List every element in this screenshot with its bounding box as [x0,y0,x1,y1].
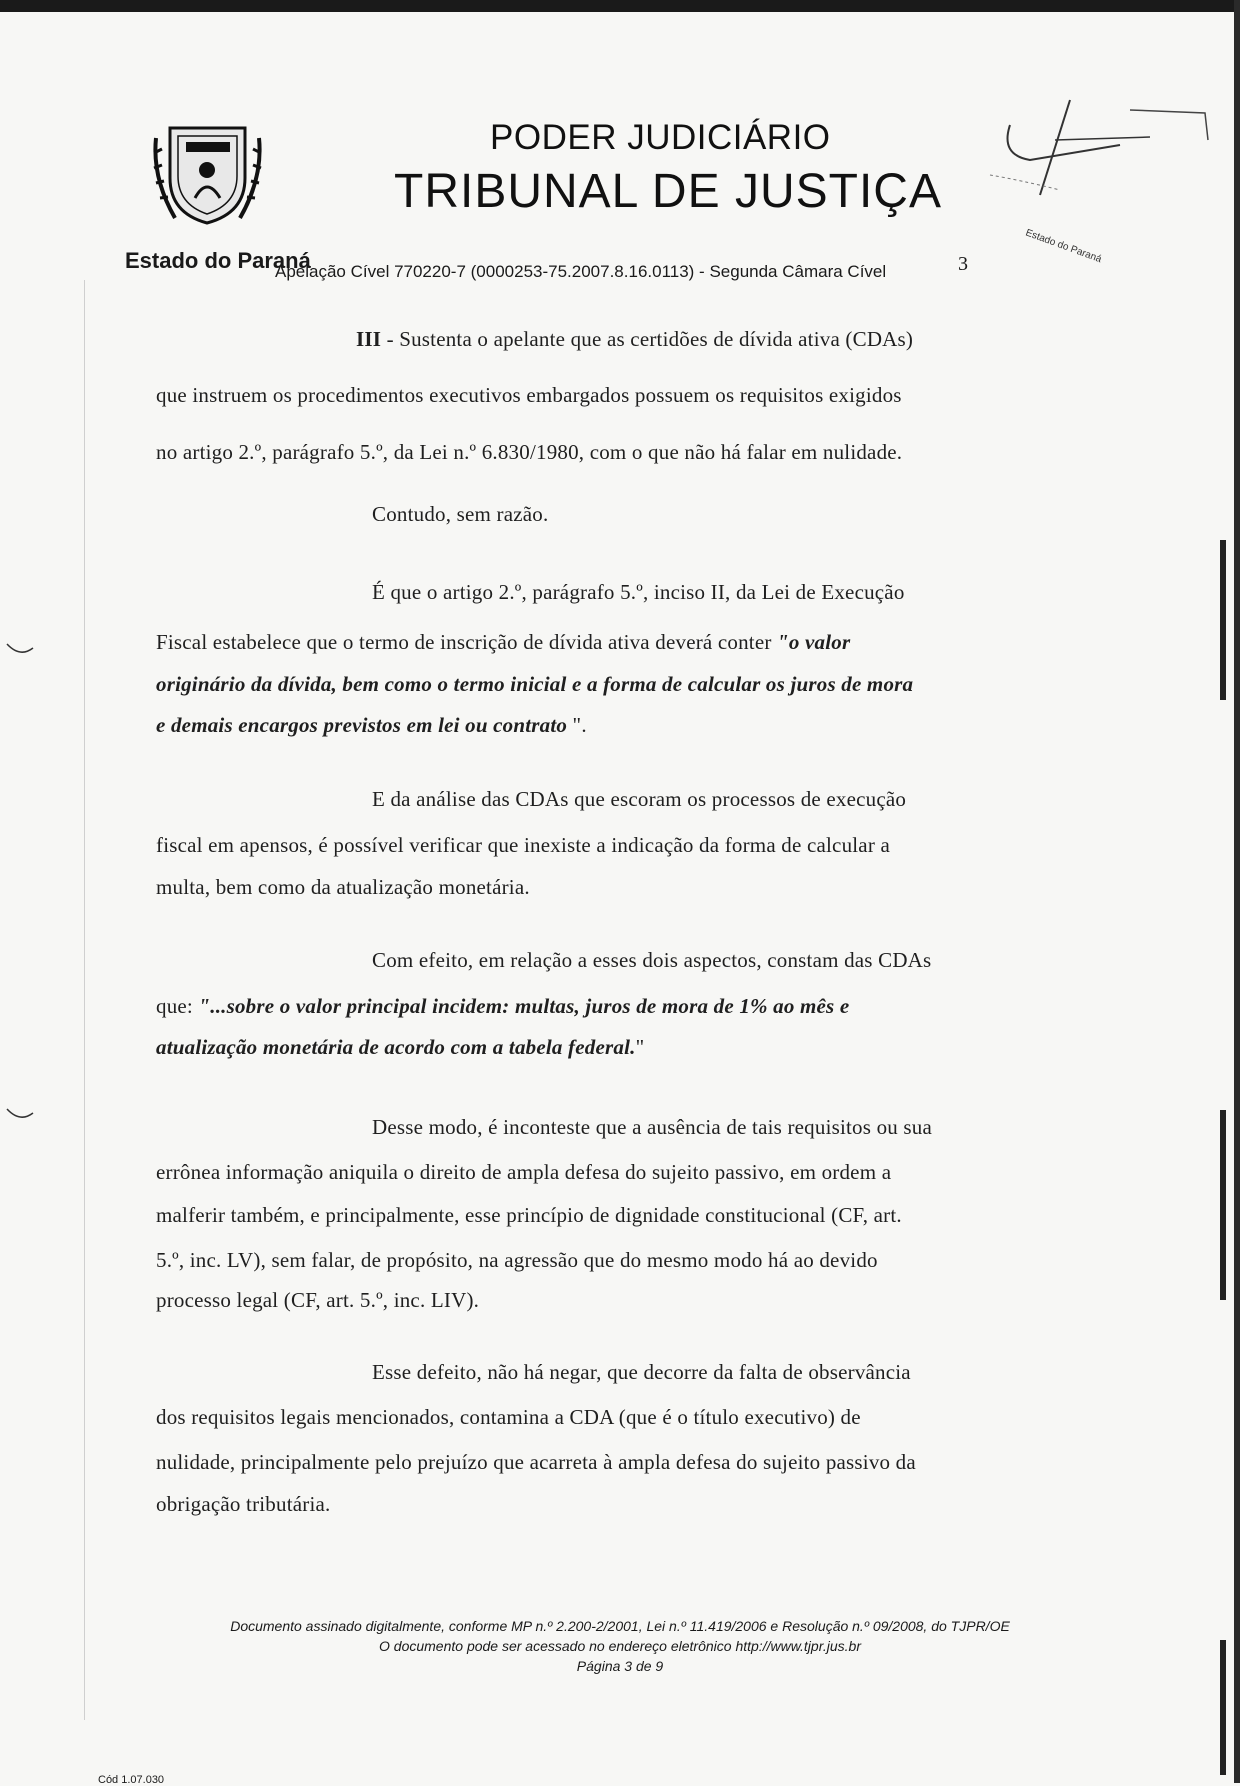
quote-end: ". [567,713,587,737]
paragraph-3-text: Fiscal estabelece que o termo de inscrição de dívida ativa deverá conter [156,630,777,654]
paragraph-1-line: que instruem os procedimentos executivos embargados possuem os requisitos exigidos [156,383,902,407]
header-judiciary: PODER JUDICIÁRIO [490,118,831,157]
hole-punch-mark [5,640,35,660]
cda-quote: "...sobre o valor principal incidem: multas, juros de mora de 1% ao mês e [198,994,850,1018]
paragraph-6-line: Desse modo, é inconteste que a ausência de tais requisitos ou sua [372,1115,933,1139]
paragraph-7-line: nulidade, principalmente pelo prejuízo que acarreta à ampla defesa do sujeito passivo da [156,1450,916,1474]
scan-edge-mark [1220,1110,1226,1300]
paragraph-4-line: multa, bem como da atualização monetária. [156,875,530,899]
roman-numeral: III [356,327,382,351]
page-number: 3 [958,253,968,275]
footer-signature-notice: Documento assinado digitalmente, conforme MP n.º 2.200-2/2001, Lei n.º 11.419/2006 e Resolução n.º 09/2008, do TJPR/OE [230,1618,1010,1634]
paragraph-4-line: fiscal em apensos, é possível verificar que inexiste a indicação da forma de calcular a [156,833,890,857]
paragraph-7-line: Esse defeito, não há negar, que decorre da falta de observância [372,1360,911,1384]
paragraph-5-text: que: [156,994,199,1018]
header-state: Estado do Paraná [125,248,311,273]
paragraph-5-line [156,994,849,1019]
paragraph-6-line: errônea informação aniquila o direito de ampla defesa do sujeito passivo, em ordem a [156,1160,892,1184]
paragraph-4-line: E da análise das CDAs que escoram os processos de execução [372,787,907,811]
paragraph-7-line: dos requisitos legais mencionados, contamina a CDA (que é o título executivo) de [156,1405,861,1429]
header-court: TRIBUNAL DE JUSTIÇA [394,165,942,218]
margin-line [84,280,85,1720]
paragraph-6-line: malferir também, e principalmente, esse princípio de dignidade constitucional (CF, art. [156,1203,902,1227]
document-code: Cód 1.07.030 [98,1774,165,1786]
paragraph-7-line: obrigação tributária. [156,1492,331,1516]
paragraph-5-line [156,1035,644,1060]
paragraph-1-line: no artigo 2.º, parágrafo 5.º, da Lei n.º 6.830/1980, com o que não há falar em nulidade. [156,440,903,464]
coat-of-arms-icon [150,118,265,228]
paragraph-2: Contudo, sem razão. [372,502,549,526]
case-reference: Apelação Cível 770220-7 (0000253-75.2007.8.16.0113) - Segunda Câmara Cível [275,262,887,281]
paragraph-5-line: Com efeito, em relação a esses dois aspectos, constam das CDAs [372,948,932,972]
paragraph-3-line: É que o artigo 2.º, parágrafo 5.º, inciso II, da Lei de Execução [372,580,905,604]
legal-quote-line: originário da dívida, bem como o termo inicial e a forma de calcular os juros de mora [156,672,914,696]
footer-access-notice: O documento pode ser acessado no endereço eletrônico http://www.tjpr.jus.br [379,1638,861,1654]
stamp-text: Estado do Paraná [1023,227,1103,266]
paragraph-3-line [156,630,850,655]
legal-quote: "o valor [777,630,851,654]
paragraph-6-line: processo legal (CF, art. 5.º, inc. LIV). [156,1288,480,1312]
paragraph-6-line: 5.º, inc. LV), sem falar, de propósito, na agressão que do mesmo modo há ao devido [156,1248,878,1272]
paragraph-1-line [356,327,913,352]
cda-quote: atualização monetária de acordo com a tabela federal. [156,1035,636,1059]
scan-edge-mark [1220,1640,1226,1775]
signature-stamp [960,95,1215,275]
scan-edge-mark [1220,540,1226,700]
hole-punch-mark [5,1105,35,1125]
scan-right-border [1234,0,1240,1783]
paragraph-1-text: - Sustenta o apelante que as certidões de dívida ativa (CDAs) [381,327,914,351]
scan-top-border [0,0,1240,12]
legal-quote: e demais encargos previstos em lei ou contrato [156,713,568,737]
quote-end: " [635,1035,645,1059]
paragraph-3-line [156,713,587,738]
footer-page-count: Página 3 de 9 [576,1658,664,1674]
